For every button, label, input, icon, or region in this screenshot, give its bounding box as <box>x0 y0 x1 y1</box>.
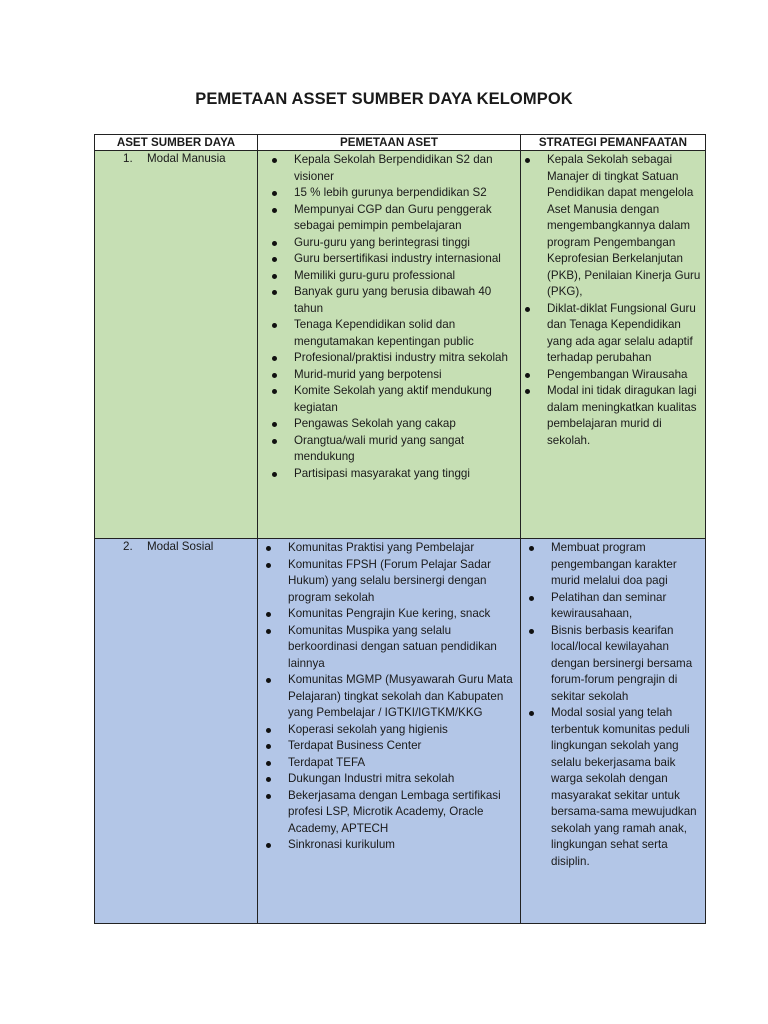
document-title: PEMETAAN ASSET SUMBER DAYA KELOMPOK <box>195 90 573 108</box>
list-item-text: Komunitas Praktisi yang Pembelajar <box>288 541 475 554</box>
bullet-icon <box>266 761 271 766</box>
list-item-text: Terdapat TEFA <box>288 755 366 769</box>
bullet-icon <box>272 208 277 213</box>
bullet-icon <box>525 373 530 378</box>
list-item-text: Pengawas Sekolah yang cakap <box>294 417 456 430</box>
list-item-text: Terdapat Business Center <box>288 739 422 752</box>
bullet-icon <box>266 777 271 782</box>
bullet-icon <box>525 307 530 312</box>
list-item-text: Bekerjasama dengan Lembaga sertifikasi profesi LSP, Microtik Academy, Oracle Academy, APTECH <box>288 788 501 835</box>
list-item-text: Komite Sekolah yang aktif mendukung kegiatan <box>294 384 492 414</box>
list-item <box>258 557 516 607</box>
asset-name: Modal Manusia <box>147 152 226 165</box>
list-item <box>258 251 516 268</box>
list-item-text: Dukungan Industri mitra sekolah <box>288 772 455 785</box>
list-item <box>258 185 516 202</box>
bullet-icon <box>272 422 277 427</box>
list-item <box>521 301 701 367</box>
bullet-icon <box>272 472 277 477</box>
list-item <box>258 623 516 673</box>
list-item <box>258 317 516 350</box>
bullet-icon <box>529 711 534 716</box>
list-item-text: Kepala Sekolah sebagai Manajer di tingkat Satuan Pendidikan dapat mengelola Aset Manusia dengan mengembangkannya dalam program Pengembangan Keprofesian Berkelanjutan (PKB), Penilaian Kinerja Guru (PKG), <box>547 153 701 298</box>
list-item-text: Kepala Sekolah Berpendidikan S2 dan visioner <box>294 153 493 183</box>
bullet-icon <box>266 563 271 568</box>
asset-cell <box>95 151 258 539</box>
mapping-cell <box>258 151 521 539</box>
bullet-icon <box>272 389 277 394</box>
list-item-text: Koperasi sekolah yang higienis <box>288 722 448 736</box>
list-item <box>258 433 516 466</box>
list-item <box>258 202 516 235</box>
list-item-text: Guru bersertifikasi industry internasional <box>294 252 501 265</box>
list-item-text: Murid-murid yang berpotensi <box>294 367 442 381</box>
list-item <box>258 235 516 252</box>
list-item-text: Sinkronasi kurikulum <box>288 838 395 851</box>
bullet-icon <box>266 546 271 551</box>
asset-name: Modal Sosial <box>147 540 214 553</box>
list-item-text: Mempunyai CGP dan Guru penggerak sebagai pemimpin pembelajaran <box>294 202 492 232</box>
strategy-list <box>521 152 701 449</box>
list-item <box>258 284 516 317</box>
list-item-text: Pengembangan Wirausaha <box>547 367 688 381</box>
list-item-text: Orangtua/wali murid yang sangat mendukung <box>294 433 465 463</box>
list-item <box>258 837 516 854</box>
list-item <box>258 755 516 772</box>
list-item <box>258 788 516 838</box>
table-row <box>95 151 706 539</box>
table-row <box>95 539 706 924</box>
list-item-text: Banyak guru yang berusia dibawah 40 tahun <box>294 285 492 315</box>
bullet-icon <box>529 546 534 551</box>
list-item <box>258 738 516 755</box>
list-item-text: Modal sosial yang telah terbentuk komunitas peduli lingkungan sekolah yang selalu bekerjasama baik warga sekolah dengan masyarakat sekitar untuk bersama-sama mewujudkan sekolah yang ramah anak, lingkungan sehat serta disiplin. <box>551 706 697 868</box>
list-item <box>258 771 516 788</box>
list-item-text: Partisipasi masyarakat yang tinggi <box>294 466 470 480</box>
bullet-icon <box>272 257 277 262</box>
list-item <box>258 383 516 416</box>
list-item <box>521 590 701 623</box>
header-asset: ASET SUMBER DAYA <box>95 135 258 151</box>
bullet-icon <box>529 629 534 634</box>
mapping-list <box>258 540 516 854</box>
list-item-text: Guru-guru yang berintegrasi tinggi <box>294 235 470 249</box>
bullet-icon <box>272 191 277 196</box>
list-item-text: Komunitas Muspika yang selalu berkoordinasi dengan satuan pendidikan lainnya <box>288 623 497 670</box>
bullet-icon <box>266 843 271 848</box>
bullet-icon <box>272 290 277 295</box>
list-item-text: Tenaga Kependidikan solid dan mengutamakan kepentingan public <box>294 318 474 348</box>
mapping-cell <box>258 539 521 924</box>
strategy-cell <box>521 151 706 539</box>
asset-cell <box>95 539 258 924</box>
list-item <box>258 416 516 433</box>
bullet-icon <box>529 596 534 601</box>
bullet-icon <box>525 389 530 394</box>
bullet-icon <box>525 158 530 163</box>
bullet-icon <box>266 678 271 683</box>
strategy-list <box>521 540 701 870</box>
list-item-text: Pelatihan dan seminar kewirausahaan, <box>551 590 667 620</box>
asset-mapping-table <box>94 134 706 924</box>
bullet-icon <box>266 728 271 733</box>
list-item <box>521 705 701 870</box>
bullet-icon <box>266 744 271 749</box>
list-item-text: Diklat-diklat Fungsional Guru dan Tenaga Kependidikan yang ada agar selalu adaptif terhadap perubahan <box>547 301 696 364</box>
mapping-list <box>258 152 516 482</box>
list-item-text: 15 % lebih gurunya berpendidikan S2 <box>294 186 487 199</box>
list-item-text: Profesional/praktisi industry mitra sekolah <box>294 351 508 364</box>
bullet-icon <box>266 629 271 634</box>
list-item <box>258 722 516 739</box>
bullet-icon <box>272 158 277 163</box>
table-header-row <box>95 135 706 151</box>
list-item-text: Komunitas MGMP (Musyawarah Guru Mata Pelajaran) tingkat sekolah dan Kabupaten yang Pembelajar / IGTKI/IGTKM/KKG <box>288 673 513 719</box>
bullet-icon <box>272 274 277 279</box>
list-item <box>521 623 701 706</box>
list-item <box>258 268 516 285</box>
list-item <box>521 152 701 301</box>
list-item <box>258 540 516 557</box>
strategy-cell <box>521 539 706 924</box>
bullet-icon <box>272 373 277 378</box>
list-item <box>521 367 701 384</box>
list-item-text: Modal ini tidak diragukan lagi dalam meningkatkan kualitas pembelajaran murid di sekolah. <box>547 384 697 447</box>
list-item-text: Komunitas FPSH (Forum Pelajar Sadar Hukum) yang selalu bersinergi dengan program sekolah <box>288 557 491 604</box>
list-item-text: Komunitas Pengrajin Kue kering, snack <box>288 607 491 620</box>
bullet-icon <box>272 241 277 246</box>
list-item <box>258 466 516 483</box>
list-item <box>258 606 516 623</box>
list-item <box>258 672 516 722</box>
list-item <box>258 350 516 367</box>
header-mapping: PEMETAAN ASET <box>258 135 521 151</box>
bullet-icon <box>272 439 277 444</box>
bullet-icon <box>272 323 277 328</box>
asset-number: 2. <box>123 540 133 553</box>
bullet-icon <box>272 356 277 361</box>
list-item-text: Memiliki guru-guru professional <box>294 268 456 282</box>
asset-number: 1. <box>123 152 133 165</box>
header-strategy: STRATEGI PEMANFAATAN <box>521 135 706 151</box>
list-item <box>521 540 701 590</box>
list-item <box>258 367 516 384</box>
list-item <box>258 152 516 185</box>
bullet-icon <box>266 794 271 799</box>
bullet-icon <box>266 612 271 617</box>
list-item-text: Membuat program pengembangan karakter murid melalui doa pagi <box>551 541 677 587</box>
list-item-text: Bisnis berbasis kearifan local/local kewilayahan dengan bersinergi bersama forum-forum pengrajin di sekitar sekolah <box>551 623 693 703</box>
list-item <box>521 383 701 449</box>
